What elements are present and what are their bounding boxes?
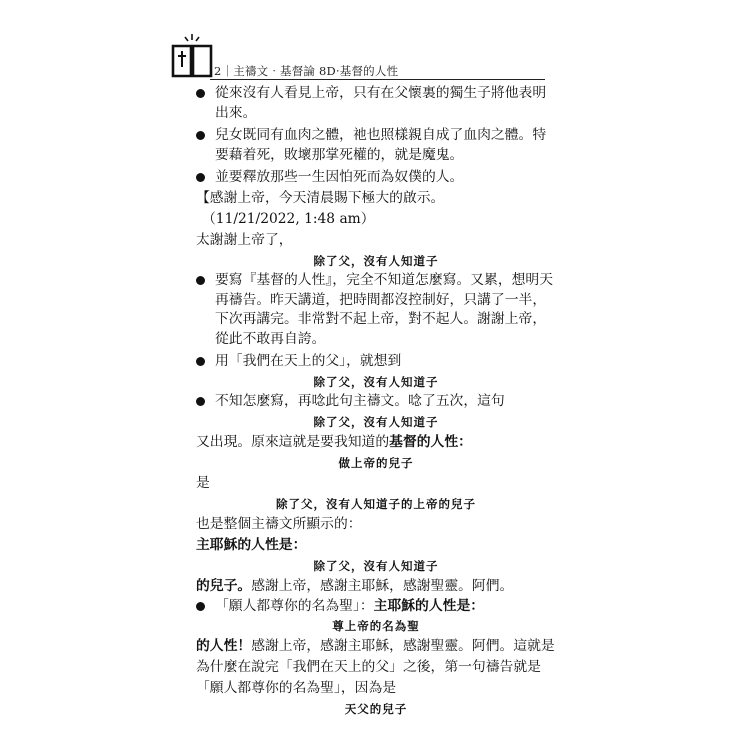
- bullet-bold: 主耶穌的人性是：: [373, 597, 485, 614]
- center-phrase: 除了父，沒有人知道子: [313, 253, 439, 268]
- bullet-icon: [196, 276, 205, 285]
- bullet-item: [196, 352, 556, 372]
- bullet-text: 從來沒有人看見上帝，只有在父懷裏的獨生子將他表明出來。: [215, 85, 547, 121]
- center-phrase: 除了父，沒有人知道子: [313, 374, 439, 389]
- bullet-icon: [196, 602, 205, 611]
- center-phrase: 除了父，沒有人知道子: [313, 558, 439, 573]
- running-header: 2｜主禱文‧基督論 8D‧基督的人性: [214, 64, 399, 78]
- reveal-line: [196, 432, 556, 453]
- bullet-item: [196, 271, 556, 349]
- reveal-text: 又出現。原來這就是要我知道的: [196, 433, 390, 450]
- reveal-bold: 基督的人性：: [389, 433, 472, 450]
- page-body: [196, 84, 556, 719]
- son-line: [196, 576, 556, 597]
- bullet-text: 不知怎麼寫，再唸此句主禱文。唸了五次，這句: [215, 392, 505, 409]
- too-thanks-line: 太謝謝上帝了，: [196, 231, 293, 248]
- center-phrase: 尊上帝的名為聖: [332, 619, 420, 634]
- center-phrase: 天父的兒子: [344, 702, 408, 717]
- is-line: 是: [196, 474, 210, 491]
- bullet-icon: [196, 173, 205, 182]
- open-book-cross-icon: [170, 32, 214, 78]
- bullet-text: 要寫『基督的人性』，完全不知道怎麼寫。又累，想明天再禱告。昨天講道，把時間都沒控制好，只講了一半，下次再講完。非常對不起上帝，對不起人。謝謝上帝，從此不敢再自誇。: [215, 271, 554, 347]
- center-phrase: 除了父，沒有人知道子的上帝的兒子: [276, 496, 476, 511]
- final-line: [196, 636, 556, 657]
- header-rule: [210, 79, 545, 80]
- center-phrase: 除了父，沒有人知道子: [313, 414, 439, 429]
- final-line-3: 「願人都尊你的名為聖」，因為是: [196, 680, 397, 697]
- bullet-item: [196, 168, 556, 188]
- jesus-line: 主耶穌的人性是：: [196, 536, 307, 553]
- bullet-text: 「願人都尊你的名為聖」：: [215, 597, 374, 614]
- bullet-text: 用「我們在天上的父」，就想到: [215, 353, 402, 370]
- bullet-icon: [196, 131, 205, 140]
- son-bold: 的兒子。: [196, 577, 252, 594]
- final-line-2: 為什麼在說完「我們在天上的父」之後，第一句禱告就是: [196, 659, 541, 676]
- bullet-text: 兒女既同有血肉之體，祂也照樣親自成了血肉之體。特要藉着死，敗壞那掌死權的，就是魔鬼。: [215, 127, 547, 163]
- center-phrase: 做上帝的兒子: [338, 455, 414, 470]
- thanks-line: 【感謝上帝，今天清晨賜下極大的啟示。: [196, 189, 445, 206]
- bullet-icon: [196, 89, 205, 98]
- final-bold: 的人性！: [196, 638, 252, 655]
- bullet-item: [196, 84, 556, 123]
- bullet-item: [196, 392, 556, 412]
- final-text: 感謝上帝，感謝主耶穌，感謝聖靈。阿們。這就是: [251, 638, 555, 655]
- timestamp: （11/21/2022, 1:48 am）: [202, 210, 375, 227]
- bullet-text: 並要釋放那些一生因怕死而為奴僕的人。: [215, 169, 464, 186]
- bullet-icon: [196, 397, 205, 406]
- bullet-item: [196, 597, 556, 617]
- bullet-icon: [196, 357, 205, 366]
- son-text: 感謝上帝，感謝主耶穌，感謝聖靈。阿們。: [251, 577, 514, 594]
- bullet-item: [196, 126, 556, 165]
- also-line: 也是整個主禱文所顯示的：: [196, 515, 362, 532]
